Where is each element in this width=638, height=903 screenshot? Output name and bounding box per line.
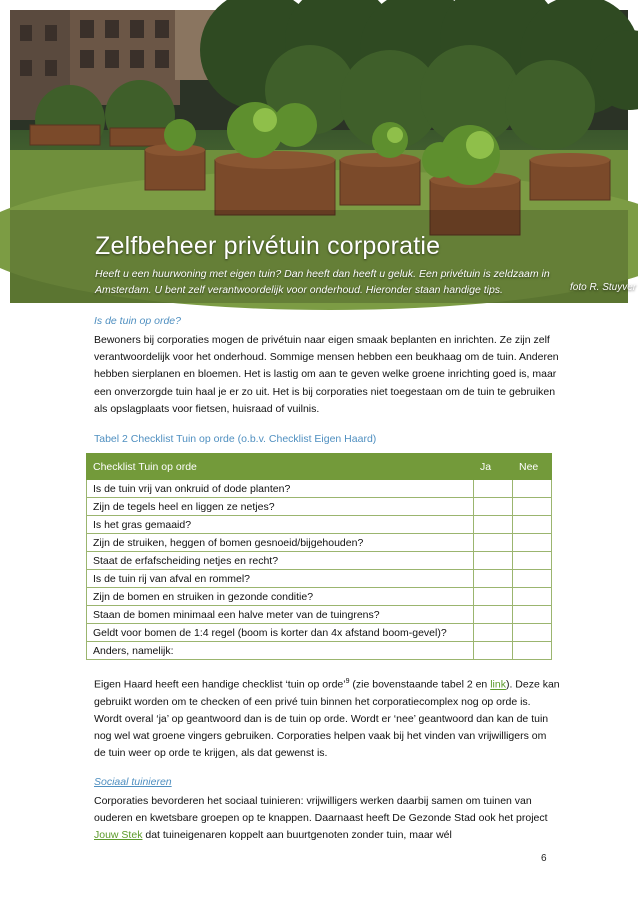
ja-cell[interactable]	[474, 588, 513, 606]
row-question: Is de tuin vrij van onkruid of dode planten?	[87, 480, 474, 498]
checklist-link[interactable]: link	[490, 678, 506, 691]
table-row	[87, 516, 552, 534]
page-title: Zelfbeheer privétuin corporatie	[95, 232, 441, 260]
row-question: Zijn de bomen en struiken in gezonde conditie?	[87, 588, 474, 606]
sociaal-paragraph	[94, 793, 560, 845]
header-nee: Nee	[513, 454, 552, 480]
page-number: 6	[541, 853, 547, 864]
row-question: Zijn de struiken, heggen of bomen gesnoeid/bijgehouden?	[87, 534, 474, 552]
ja-cell[interactable]	[474, 606, 513, 624]
paragraph-text: Eigen Haard heeft een handige checklist ‘tuin op orde’	[94, 678, 346, 691]
row-question: Is het gras gemaaid?	[87, 516, 474, 534]
table-row	[87, 570, 552, 588]
table-caption: Tabel 2 Checklist Tuin op orde (o.b.v. Checklist Eigen Haard)	[94, 433, 377, 446]
nee-cell[interactable]	[513, 498, 552, 516]
ja-cell[interactable]	[474, 534, 513, 552]
paragraph-text: Corporaties bevorderen het sociaal tuinieren: vrijwilligers werken daarbij samen om tuinen van ouderen en kwetsbare groepen op te knappen. Daarnaast heeft De Gezonde Stad ook het project	[94, 794, 548, 824]
hero-photo	[10, 10, 637, 303]
ja-cell[interactable]	[474, 570, 513, 588]
nee-cell[interactable]	[513, 516, 552, 534]
nee-cell[interactable]	[513, 480, 552, 498]
row-question: Geldt voor bomen de 1:4 regel (boom is korter dan 4x afstand boom-gevel)?	[87, 624, 474, 642]
table-row	[87, 588, 552, 606]
footnote-ref: 9	[345, 678, 350, 686]
ja-cell[interactable]	[474, 498, 513, 516]
row-question: Staat de erfafscheiding netjes en recht?	[87, 552, 474, 570]
header-ja: Ja	[474, 454, 513, 480]
photo-credit: foto R. Stuyver	[570, 282, 637, 293]
table-row	[87, 606, 552, 624]
ja-cell[interactable]	[474, 552, 513, 570]
ja-cell[interactable]	[474, 642, 513, 660]
ja-cell[interactable]	[474, 480, 513, 498]
header-checklist: Checklist Tuin op orde	[87, 454, 474, 480]
row-question: Anders, namelijk:	[87, 642, 474, 660]
section-heading-sociaal-tuinieren: Sociaal tuinieren	[94, 775, 172, 788]
table-row	[87, 498, 552, 516]
table-row	[87, 624, 552, 642]
nee-cell[interactable]	[513, 552, 552, 570]
nee-cell[interactable]	[513, 570, 552, 588]
ja-cell[interactable]	[474, 516, 513, 534]
paragraph-text: dat tuineigenaren koppelt aan buurtgenoten zonder tuin, maar wél	[142, 828, 452, 841]
paragraph-text: ). Deze kan gebruikt worden om te checken of een privé tuin binnen het corporatiecomplex nog op orde is. Wordt overal ‘ja’ op geantwoord dan is de tuin op orde. Wordt er ‘nee’ geantwoord dan kan de tuin nog wel wat groene vingers gebruiken. Corporaties helpen vaak bij het vinden van vrijwilligers om de tuin weer op orde te krijgen, als dat gewenst is.	[94, 678, 560, 760]
section-sociaal-tuinieren	[94, 775, 560, 845]
row-question: Staan de bomen minimaal een halve meter van de tuingrens?	[87, 606, 474, 624]
section-heading-tuin-op-orde: Is de tuin op orde?	[94, 315, 181, 327]
hero-subtitle: Heeft u een huurwoning met eigen tuin? Dan heeft dan heeft u geluk. Een privétuin is zeldzaam in Amsterdam. U bent zelf verantwoordelijk voor onderhoud. Hieronder staan handige tips.	[95, 268, 550, 296]
checklist-paragraph	[94, 673, 560, 763]
nee-cell[interactable]	[513, 534, 552, 552]
nee-cell[interactable]	[513, 606, 552, 624]
table-row	[87, 534, 552, 552]
nee-cell[interactable]	[513, 624, 552, 642]
table-row	[87, 642, 552, 660]
ja-cell[interactable]	[474, 624, 513, 642]
document-body	[94, 314, 560, 844]
checklist-table	[86, 453, 552, 660]
intro-paragraph: Bewoners bij corporaties mogen de privétuin naar eigen smaak beplanten en inrichten. Ze zijn zelf verantwoordelijk voor het onderhoud. Sommige mensen hebben een beukhaag om de tuin. Anderen hebben sierplanen en bloemen. Het is lastig om aan te geven welke groene inrichting goed is, maar een onverzorgde tuin haal je er zo uit. Het is bij corporaties niet toegestaan om de tuin te gebruiken als opslagplaats voor fietsen, huisraad of vuilnis.	[94, 334, 559, 415]
table-row	[87, 480, 552, 498]
row-question: Zijn de tegels heel en liggen ze netjes?	[87, 498, 474, 516]
table-header-row	[87, 454, 552, 480]
table-row	[87, 552, 552, 570]
paragraph-text: (zie bovenstaande tabel 2 en	[349, 678, 491, 691]
jouw-stek-link[interactable]: Jouw Stek	[94, 828, 143, 841]
nee-cell[interactable]	[513, 588, 552, 606]
row-question: Is de tuin rij van afval en rommel?	[87, 570, 474, 588]
nee-cell[interactable]	[513, 642, 552, 660]
